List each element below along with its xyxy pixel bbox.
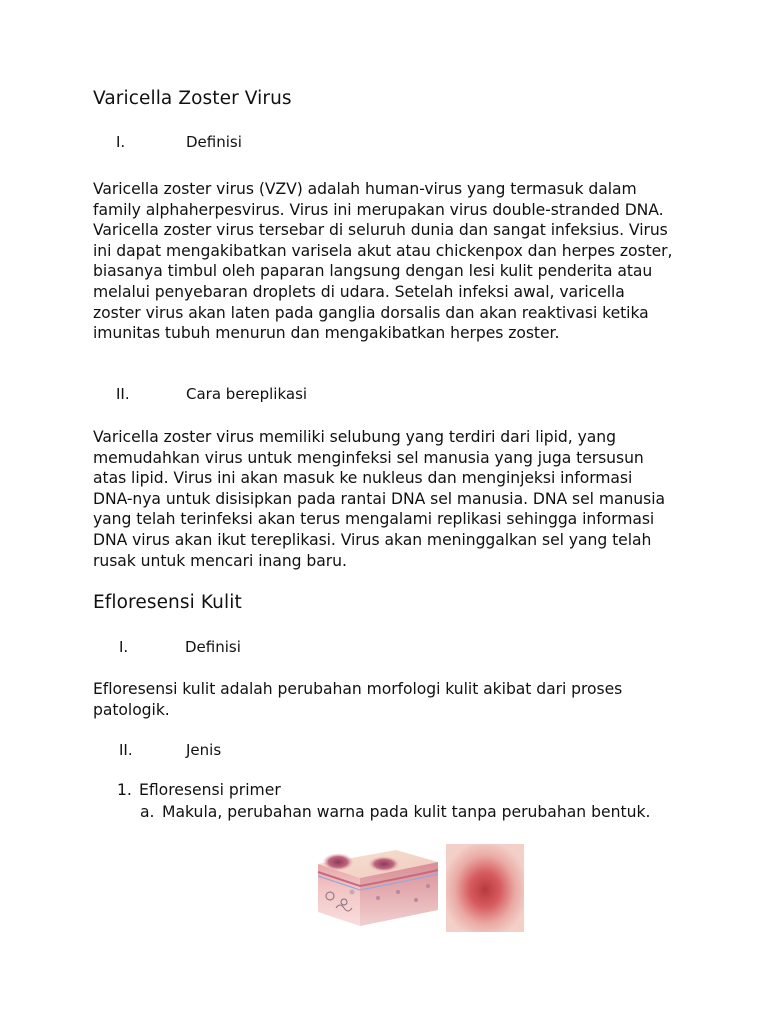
paragraph-replikasi: Varicella zoster virus memiliki selubung yang terdiri dari lipid, yang memudahkan virus untuk menginfeksi sel manusia yang juga tersusun atas lipid. Virus ini akan masuk ke nukleus dan menginjeksi informasi DNA-nya untuk disisipkan pada rantai DNA sel manusia. DNA sel manusia yang telah terinfeksi akan terus mengalami replikasi sehingga informasi DNA virus akan ikut tereplikasi. Virus akan meninggalkan sel yang telah rusak untuk mencari inang baru. xyxy=(93,428,665,570)
section-heading-efloresensi: Efloresensi Kulit xyxy=(93,592,242,613)
roman-numeral: II. xyxy=(116,385,130,403)
paragraph-definisi-vzv: Varicella zoster virus (VZV) adalah human-virus yang termasuk dalam family alphaherpesvirus. Virus ini merupakan virus double-stranded DNA. Varicella zoster virus tersebar di seluruh dunia dan sangat infeksius. Virus ini dapat mengakibatkan varisela akut atau chickenpox dan herpes zoster, biasanya timbul oleh paparan langsung dengan lesi kulit penderita atau melalui penyebaran droplets di udara. Setelah infeksi awal, varicella zoster virus akan laten pada ganglia dorsalis dan akan reaktivasi ketika imunitas tubuh menurun dan mengakibatkan herpes zoster. xyxy=(93,180,673,343)
subheading-definisi: Definisi xyxy=(185,638,241,656)
skin-layer-diagram-icon xyxy=(316,846,440,928)
list-item-efloresensi-primer: Efloresensi primer xyxy=(139,781,281,799)
subheading-definisi: Definisi xyxy=(186,133,242,151)
section-heading-varicella: Varicella Zoster Virus xyxy=(93,88,292,109)
subheading-jenis: Jenis xyxy=(186,741,222,759)
roman-numeral: I. xyxy=(116,133,126,151)
makula-figures xyxy=(316,844,526,936)
paragraph-definisi-efloresensi: Efloresensi kulit adalah perubahan morfologi kulit akibat dari proses patologik. xyxy=(93,680,623,719)
macule-photo-icon xyxy=(446,844,524,932)
subheading-cara-bereplikasi: Cara bereplikasi xyxy=(186,385,308,403)
roman-numeral: II. xyxy=(119,741,133,759)
roman-numeral: I. xyxy=(119,638,129,656)
list-marker: a. xyxy=(140,803,155,821)
list-item-makula: Makula, perubahan warna pada kulit tanpa perubahan bentuk. xyxy=(162,803,651,821)
list-marker: 1. xyxy=(117,781,132,799)
